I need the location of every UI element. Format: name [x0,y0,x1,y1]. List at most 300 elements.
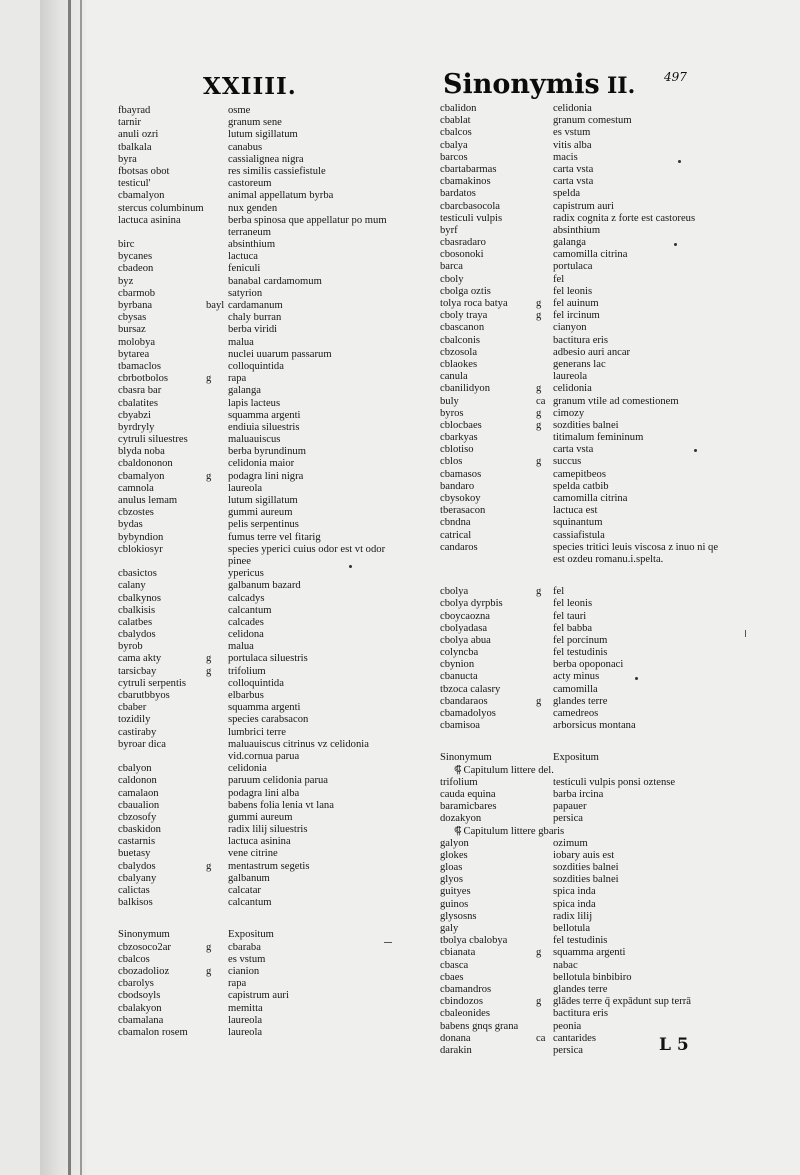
margin-mark [745,630,746,637]
entry-term: cblokiosyr [118,543,163,555]
entry-term: buetasy [118,848,151,860]
synonym-entry [440,611,725,623]
ink-speck [674,243,677,246]
entry-term: barca [440,261,463,273]
entry-definition: rapa [228,978,247,990]
left-column [118,105,390,1039]
entry-term: cbasictos [118,568,157,580]
entry-term: buly [440,395,459,407]
entry-term: byrbana [118,300,153,312]
entry-definition: spelda catbib [553,480,609,492]
entry-definition: berba viridi [228,324,278,336]
entry-term: testiculi vulpis [440,212,503,224]
entry-definition: fel auinum [553,298,599,309]
synonym-entry [440,286,725,298]
synonym-entry [118,178,390,190]
entry-definition: radix cognita z forte est castoreus [553,212,696,224]
entry-language-mark: g [206,965,212,977]
entry-term: guinos [440,898,469,910]
entry-definition: nabac [553,959,578,971]
entry-language-mark: g [206,470,212,482]
entry-definition: Expositum [553,752,599,764]
entry-definition: camepitbeos [553,468,606,480]
entry-term: cbamadolyos [440,708,496,720]
entry-definition: galanga [228,385,261,397]
synonym-entry [118,580,390,592]
entry-definition: capistrum auri [228,990,289,1002]
entry-definition: species yperici cuius odor est vt odor pinee [228,543,386,567]
margin-mark [384,942,392,943]
synonym-entry [440,408,725,420]
entry-definition: bactitura eris [553,1008,609,1020]
synonym-entry [440,801,725,813]
entry-definition: lactuca asinina [228,836,291,848]
entry-term: testicul' [118,178,151,190]
synonym-entry [118,190,390,202]
entry-definition: spica inda [553,886,596,898]
synonym-entry [440,838,725,850]
synonym-entry [118,714,390,726]
synonym-entry [118,203,390,215]
entry-definition: fel testudinis [553,647,608,659]
ink-speck [694,449,697,452]
section-spacer [118,909,390,929]
entry-term: tolya roca batya [440,298,508,309]
entry-definition: granum vtile ad comestionem [553,395,679,407]
entry-definition: persica [553,1044,583,1056]
entry-term: cbzosoco2ar [118,941,171,953]
entry-term: cbozadolioz [118,965,170,977]
entry-language-mark: g [536,996,542,1008]
chapter-heading-text: ⸿ Capitulum littere del. [454,765,554,777]
entry-language-mark: bayl [206,300,225,312]
entry-term: cboly [440,273,464,285]
synonym-entry [118,617,390,629]
entry-definition: paruum celidonia parua [228,775,329,787]
entry-term: cbalatites [118,397,159,409]
entry-definition: macis [553,151,578,163]
entry-term: fbayrad [118,105,151,116]
entry-definition: granum comestum [553,115,632,127]
entry-term: cboly traya [440,310,488,322]
synonym-entry [118,702,390,714]
right-column [440,103,725,1057]
entry-language-mark: g [206,860,212,872]
entry-definition: castoreum [228,178,272,190]
entry-term: cbarmob [118,287,156,299]
entry-definition: squinantum [553,517,603,529]
entry-definition: calcantum [228,604,272,616]
synonym-entry [440,899,725,911]
entry-definition: babens folia lenia vt lana [228,799,334,811]
synonym-entry [118,775,390,787]
entry-definition: res similis cassiefistule [228,165,326,177]
entry-term: bycanes [118,251,153,263]
synonym-entry [440,598,725,610]
entry-language-mark: g [536,383,542,395]
entry-definition: colloquintida [228,677,284,689]
synonym-entry [118,873,390,885]
synonym-entry [440,635,725,647]
entry-term: cbalconis [440,334,481,346]
entry-definition: berba opoponaci [553,659,624,671]
entry-definition: es vstum [553,127,591,139]
entry-term: cbalyany [118,872,157,884]
synonym-entry [440,371,725,383]
entry-term: cbarcbasocola [440,200,500,212]
synonym-entry [440,469,725,481]
synonym-entry [118,458,390,470]
entry-definition: celidonia [228,763,267,775]
entry-definition: fel ircinum [553,310,600,322]
entry-definition: generans lac [553,358,606,370]
chapter-heading [440,826,725,838]
synonym-entry [440,249,725,261]
synonym-entry [118,897,390,909]
entry-term: Sinonymum [118,929,170,941]
synonym-entry [440,176,725,188]
entry-term: Sinonymum [440,752,492,764]
entry-term: babens gnqs grana [440,1020,519,1032]
running-head-left: XXIIII. [203,73,297,100]
entry-term: cbasradaro [440,237,486,249]
synonym-entry [118,824,390,836]
entry-term: calatbes [118,616,153,628]
synonym-entry [440,647,725,659]
synonym-entry [440,164,725,176]
synonym-entry [440,874,725,886]
section-spacer [440,566,725,586]
synonym-entry [440,752,725,764]
synonym-entry [118,978,390,990]
entry-term: cbamalana [118,1014,164,1026]
synonym-entry [118,300,390,312]
synonym-entry [118,337,390,349]
entry-definition: chaly burran [228,312,282,324]
entry-definition: feniculi [228,263,261,275]
entry-language-mark: g [206,653,212,665]
synonym-entry [118,942,390,954]
synonym-entry [118,239,390,251]
entry-term: catrical [440,529,472,541]
entry-definition: trifolium [228,665,266,677]
entry-language-mark: g [536,419,542,431]
synonym-entry [118,519,390,531]
entry-definition: colloquintida [228,360,284,372]
entry-term: cbascanon [440,322,485,334]
entry-term: bandaro [440,480,475,492]
synonym-entry [440,140,725,152]
entry-definition: laureola [553,371,588,383]
entry-term: cbalydos [118,629,156,641]
synonym-entry [118,507,390,519]
synonym-entry [118,641,390,653]
entry-definition: maluauiscus citrinus vz celidonia vid.cornua parua [228,738,369,762]
entry-definition: portulaca siluestris [228,653,308,665]
entry-definition: mentastrum segetis [228,860,310,872]
entry-definition: maluauiscus [228,434,281,446]
synonym-entry [118,848,390,860]
entry-definition: malua [228,336,254,348]
synonym-entry [440,432,725,444]
entry-definition: glandes terre [553,695,608,707]
entry-term: tozidily [118,714,151,726]
entry-term: cbzosola [440,346,478,358]
entry-term: molobya [118,336,156,348]
entry-term: tarsicbay [118,665,157,677]
entry-term: castarnis [118,836,156,848]
entry-term: cblaokes [440,358,478,370]
entry-term: cbalkisis [118,604,156,616]
entry-term: cytruli siluestres [118,434,188,446]
synonym-entry [440,923,725,935]
synonym-entry [440,420,725,432]
synonym-entry [440,310,725,322]
entry-definition: celidonia maior [228,458,295,470]
entry-term: gloas [440,862,463,874]
entry-term: balkisos [118,897,153,909]
entry-definition: nuclei uuarum passarum [228,348,332,360]
synonym-entry [440,972,725,984]
entry-definition: memitta [228,1002,263,1014]
synonym-entry [118,966,390,978]
entry-term: cbasca [440,959,469,971]
entry-term: byz [118,275,134,287]
entry-term: cbamalyon [118,470,165,482]
entry-definition: lutum sigillatum [228,495,298,507]
synonym-entry [440,444,725,456]
synonym-entry [118,398,390,410]
entry-term: tbamaclos [118,360,161,372]
entry-definition: galbanum [228,872,270,884]
entry-term: colyncba [440,647,479,659]
entry-term: cbablat [440,115,471,127]
entry-language-mark: g [536,586,542,598]
entry-term: tbzoca calasry [440,683,501,695]
entry-term: cbalakyon [118,1002,162,1014]
entry-definition: iobary auis est [553,849,615,861]
entry-language-mark: g [206,941,212,953]
synonym-entry [118,727,390,739]
synonym-entry [440,225,725,237]
ink-speck [635,677,638,680]
entry-term: cbarutbbyos [118,690,170,702]
entry-definition: laureola [228,1014,263,1026]
entry-definition: barba ircina [553,788,604,800]
synonym-entry [118,324,390,336]
entry-language-mark: g [536,310,542,322]
entry-term: cbamakinos [440,176,491,188]
entry-term: castiraby [118,726,157,738]
entry-term: camalaon [118,787,159,799]
entry-term: cbalcos [440,127,472,139]
synonym-entry [118,690,390,702]
entry-definition: glandes terre [553,983,608,995]
synonym-entry [440,911,725,923]
entry-term: cbanilidyon [440,383,491,395]
synonym-entry [440,935,725,947]
entry-term: glokes [440,849,468,861]
entry-term: byrdryly [118,421,155,433]
entry-definition: nux genden [228,202,278,214]
entry-term: calictas [118,885,150,897]
entry-term: cbasra bar [118,385,162,397]
entry-term: blyda noba [118,446,165,458]
synonym-entry [118,215,390,239]
entry-term: cbamasos [440,468,482,480]
entry-definition: fel porcinum [553,634,608,646]
entry-definition: ypericus [228,568,264,580]
entry-term: cbynion [440,659,475,671]
entry-term: bardatos [440,188,476,200]
synonym-entry [118,739,390,763]
entry-term: cbamalyon [118,190,165,202]
synonym-entry [118,1003,390,1015]
entry-definition: cantarides [553,1032,596,1044]
synonym-entry [118,605,390,617]
entry-definition: cianion [228,965,260,977]
synonym-entry [440,152,725,164]
synonym-entry [440,347,725,359]
entry-definition: banabal cardamomum [228,275,322,287]
entry-term: cbolya [440,586,469,598]
entry-term: anulus lemam [118,495,178,507]
entry-definition: fel [553,586,565,598]
entry-term: lactuca asinina [118,214,181,226]
synonym-entry [118,422,390,434]
synonym-entry [440,274,725,286]
entry-definition: celidona [228,629,264,641]
synonym-entry [440,213,725,225]
entry-definition: malua [228,641,254,653]
entry-definition: osme [228,105,251,116]
entry-term: cbysas [118,312,147,324]
synonym-entry [118,653,390,665]
entry-term: cbndna [440,517,471,529]
entry-term: anuli ozri [118,129,159,141]
entry-term: baramicbares [440,801,497,813]
entry-definition: calcades [228,616,264,628]
entry-definition: sozdities balnei [553,419,619,431]
synonym-entry [118,954,390,966]
synonym-entry [118,568,390,580]
entry-definition: lapis lacteus [228,397,281,409]
entry-definition: gummi aureum [228,507,293,519]
entry-term: cama akty [118,653,162,665]
entry-definition: pelis serpentinus [228,519,299,531]
entry-term: darakin [440,1044,472,1056]
entry-term: cbalydos [118,860,156,872]
entry-language-mark: g [206,373,212,385]
entry-definition: succus [553,456,582,468]
entry-term: cbamalon rosem [118,1026,188,1038]
entry-term: cbodsoyls [118,990,161,1002]
synonym-entry [118,861,390,873]
entry-definition: sozdities balnei [553,874,619,886]
entry-term: caldonon [118,775,157,787]
synonym-entry [440,696,725,708]
entry-definition: carta vsta [553,176,594,188]
ink-speck [678,160,681,163]
synonym-entry [118,800,390,812]
synonym-entry [440,335,725,347]
synonym-entry [118,629,390,641]
entry-term: calany [118,580,146,592]
entry-definition: elbarbus [228,690,264,702]
synonym-entry [118,483,390,495]
synonym-entry [118,471,390,483]
synonym-entry [118,312,390,324]
entry-term: canula [440,371,468,383]
synonym-entry [440,708,725,720]
entry-term: stercus columbinum [118,202,204,214]
synonym-entry [118,263,390,275]
synonym-entry [118,990,390,1002]
entry-term: cbysokoy [440,493,481,504]
entry-definition: gummi aureum [228,811,293,823]
synonym-entry [440,517,725,529]
entry-term: cbaber [118,702,147,714]
entry-definition: carta vsta [553,163,594,175]
entry-term: cbzostes [118,507,154,519]
entry-term: candaros [440,541,478,553]
entry-definition: es vstum [228,953,266,965]
entry-term: cbanucta [440,671,478,683]
entry-term: guityes [440,886,471,898]
entry-term: cbalkynos [118,592,161,604]
synonym-entry [440,542,725,566]
section-spacer [440,732,725,752]
synonym-entry [440,493,725,505]
entry-definition: testiculi vulpis ponsi oztense [553,776,676,788]
entry-term: cauda equina [440,788,496,800]
entry-term: cbarkyas [440,432,478,444]
synonym-entry [440,298,725,310]
entry-definition: podagra lini nigra [228,470,304,482]
running-head-right: Sinonymis [443,69,600,100]
entry-term: cbaes [440,971,464,983]
entry-term: cbaskidon [118,824,161,836]
entry-language-mark: g [536,298,542,309]
entry-definition: spica inda [553,898,596,910]
entry-definition: papauer [553,801,587,813]
entry-language-mark: g [206,665,212,677]
synonym-entry [440,127,725,139]
synonym-entry [440,237,725,249]
synonym-entry [440,720,725,732]
entry-term: byrf [440,224,458,236]
synonym-entry [118,885,390,897]
synonym-entry [440,960,725,972]
entry-definition: cianyon [553,322,587,334]
synonym-entry [440,886,725,898]
synonym-entry [440,862,725,874]
entry-term: byra [118,153,137,165]
entry-term: cbyabzi [118,409,151,421]
synonym-entry [440,530,725,542]
entry-definition: fel tauri [553,610,587,622]
entry-definition: cassialignea nigra [228,153,304,165]
synonym-entry [118,434,390,446]
entry-term: cbosonoki [440,249,484,261]
synonym-entry [118,1015,390,1027]
entry-term: cbarolys [118,978,154,990]
synonym-entry [118,532,390,544]
synonym-entry [440,984,725,996]
synonym-entry [440,777,725,789]
entry-definition: berba spinosa que appellatur po mum terraneum [228,214,387,238]
synonym-entry [118,154,390,166]
